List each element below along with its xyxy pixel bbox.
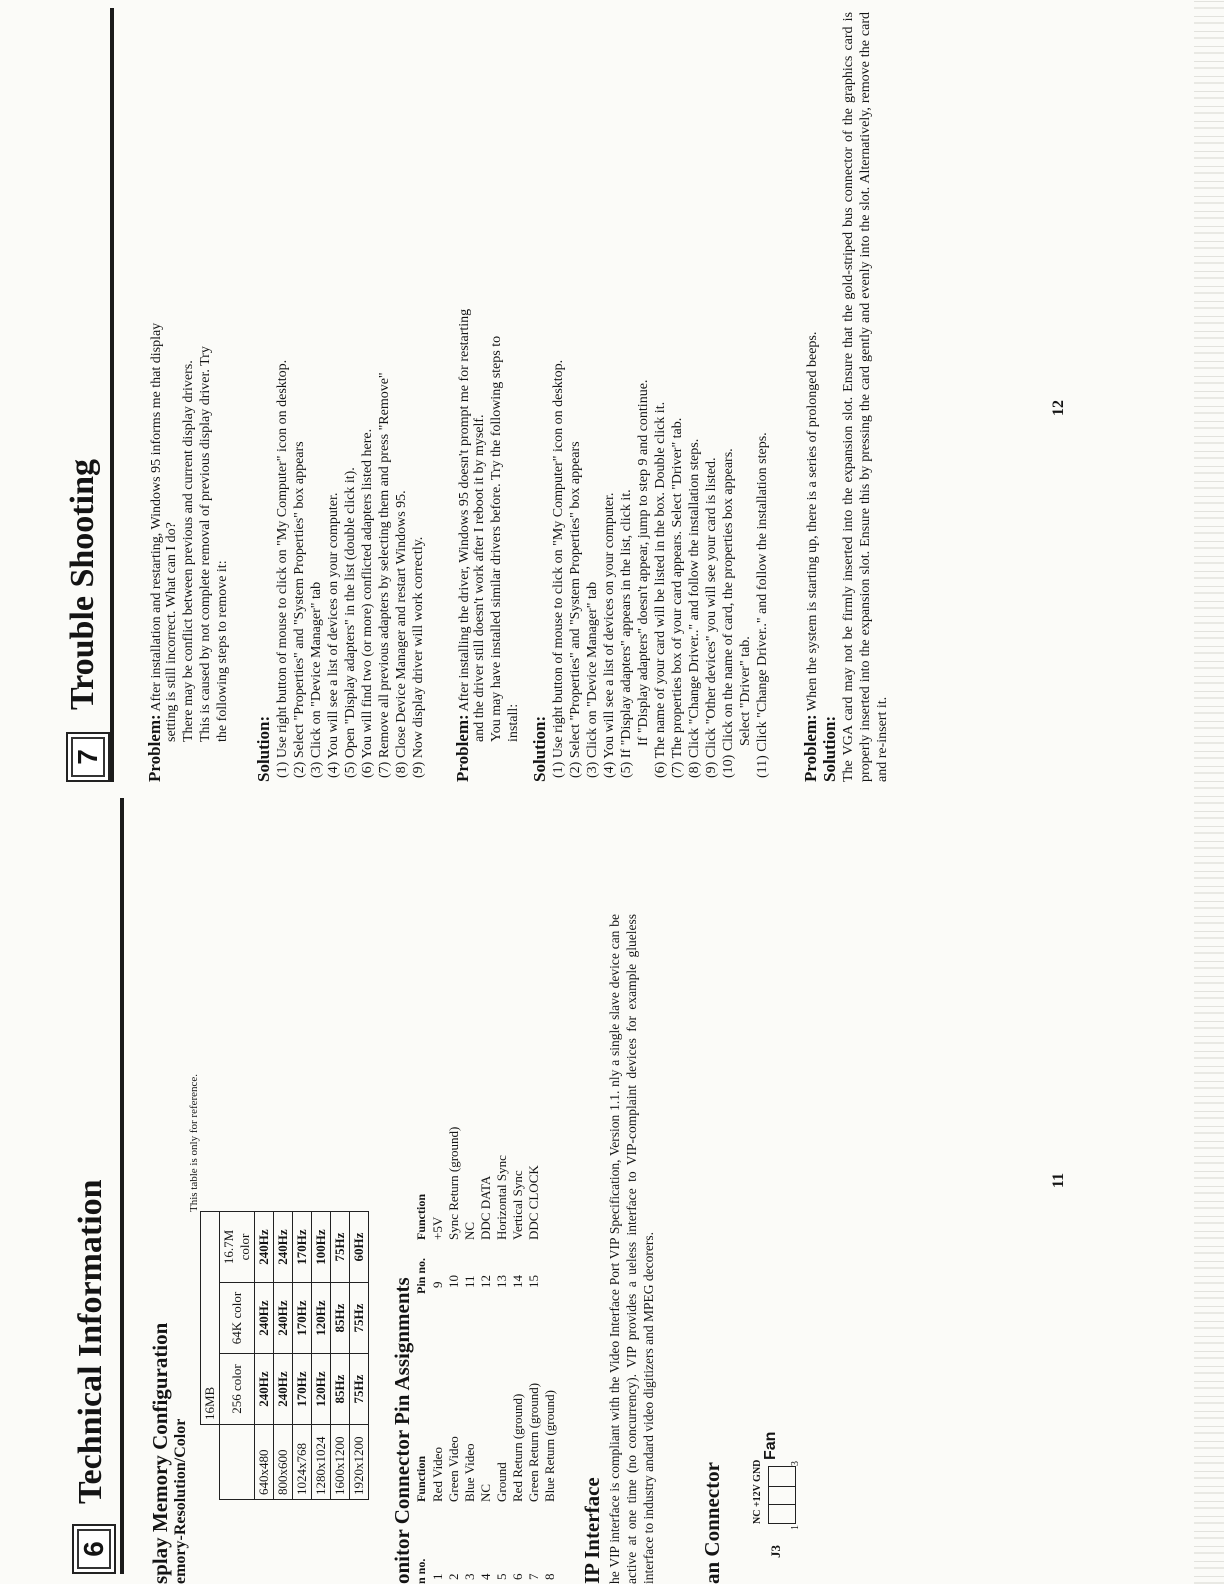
table-row xyxy=(331,1212,350,1500)
title-rule xyxy=(120,798,124,1574)
table-row xyxy=(255,1212,274,1500)
solution-1-step: (6) You will find two (or more) conflicted adapters listed here. xyxy=(360,428,375,778)
monitor-connector-heading: onitor Connector Pin Assignments xyxy=(390,1277,414,1584)
vip-interface-paragraph: he VIP interface is compliant with the Video Interface Port VIP Specification, Version 1.1. nly a single slave device can be active at one time (no concurrency). VIP provides a ueless interface to VIP-complaint devices for example glueless interface to industry andard video digitizers and MPEG decorers. xyxy=(607,914,656,1584)
refresh-rate-cell: 100Hz xyxy=(312,1212,331,1283)
solution-3-heading: Solution: xyxy=(820,715,839,782)
pin-function: Green Video xyxy=(446,1436,461,1502)
solution-2-step: (1) Use right button of mouse to click on "My Computer" icon on desktop. xyxy=(551,359,566,778)
page-title: Technical Information xyxy=(72,1179,109,1504)
pin-function: NC xyxy=(462,1221,477,1240)
problem-1-line-1: Problem: After installation and restarting, Windows 95 informs me that display xyxy=(145,322,164,782)
fan-pin-last: 3 xyxy=(790,1461,801,1466)
solution-2-step: (8) Click "Change Driver.." and follow the installation steps. xyxy=(687,438,702,778)
display-memory-heading: splay Memory Configuration xyxy=(148,1322,172,1584)
solution-1-step: (8) Close Device Manager and restart Windows 95. xyxy=(394,490,409,778)
solution-2-step: (3) Click on "Device Manager" tab xyxy=(585,581,600,778)
solution-3-paragraph: The VGA card may not be firmly inserted into the expansion slot. Ensure that the gold-striped bus connector of the graphics card is properly inserted into the expansion slot. Ensure this by pressing the card gently and evenly into the slot. Alternatively, remove the card and re-insert it. xyxy=(841,12,890,782)
refresh-rate-cell: 240Hz xyxy=(274,1212,293,1283)
fan-pin-first: 1 xyxy=(790,1525,801,1530)
resolution-cell: 800x600 xyxy=(274,1425,293,1500)
problem-2-line-2: and the driver still doesn't work after I reboot it by myself. xyxy=(472,414,487,742)
pin-number: 13 xyxy=(494,1275,509,1288)
pin-function: Green Return (ground) xyxy=(526,1382,541,1502)
pin-function: Sync Return (ground) xyxy=(446,1126,461,1240)
problem-1-line-5: the following steps to remove it: xyxy=(215,560,230,742)
color-depth-header: 16.7M color xyxy=(220,1212,255,1283)
problem-1-line-2: setting is still incorrect. What can I do? xyxy=(164,522,179,742)
chapter-number-badge: 6 xyxy=(72,1524,116,1574)
solution-2-heading: Solution: xyxy=(530,715,549,782)
pin-function: Red Return (ground) xyxy=(510,1393,525,1502)
refresh-rate-cell: 85Hz xyxy=(331,1354,350,1425)
pin-number: 9 xyxy=(430,1281,445,1288)
function-header-1: Function xyxy=(414,1455,428,1502)
color-depth-header: 256 color xyxy=(220,1354,255,1425)
solution-1-heading: Solution: xyxy=(254,715,273,782)
fan-label: Fan xyxy=(762,1431,779,1460)
fan-connector-diagram xyxy=(768,1466,796,1524)
resolution-cell: 1280x1024 xyxy=(312,1425,331,1500)
table-row xyxy=(274,1212,293,1500)
solution-2-step: (11) Click "Change Driver.." and follow the installation steps. xyxy=(755,432,770,778)
refresh-rate-cell: 240Hz xyxy=(255,1283,274,1354)
problem-2-line-1: Problem: After installing the driver, Windows 95 doesn't prompt me for restarting xyxy=(453,308,472,782)
memory-size-header: 16MB xyxy=(201,1212,220,1425)
pin-number: 1 xyxy=(430,1573,445,1580)
resolution-cell: 1920x1200 xyxy=(350,1425,369,1500)
refresh-rate-cell: 240Hz xyxy=(255,1212,274,1283)
solution-1-step: (9) Now display driver will work correctly. xyxy=(411,536,426,778)
solution-1-step: (5) Open "Display adapters" in the list (double click it). xyxy=(343,467,358,778)
pin-number: 15 xyxy=(526,1275,541,1288)
vip-interface-heading: IP Interface xyxy=(580,1477,604,1584)
refresh-rate-cell: 75Hz xyxy=(350,1354,369,1425)
solution-2-step: (6) The name of your card will be listed in the box. Double click it. xyxy=(653,401,668,778)
memory-configuration-table xyxy=(200,1211,369,1500)
solution-2-step: If "Display adapters" doesn't appear, jump to step 9 and continue. xyxy=(636,379,651,746)
solution-1-step: (1) Use right button of mouse to click on "My Computer" icon on desktop. xyxy=(275,359,290,778)
solution-2-step: (2) Select "Properties" and "System Properties" box appears xyxy=(568,441,583,778)
refresh-rate-cell: 240Hz xyxy=(255,1354,274,1425)
fan-pin-labels: NC +12V GND xyxy=(752,1459,763,1524)
resolution-cell: 1600x1200 xyxy=(331,1425,350,1500)
color-depth-header: 64K color xyxy=(220,1283,255,1354)
resolution-cell: 640x480 xyxy=(255,1425,274,1500)
problem-1-line-4: This is caused by not complete removal of previous display driver. Try xyxy=(198,346,213,742)
table-row xyxy=(293,1212,312,1500)
pin-function: Blue Video xyxy=(462,1443,477,1502)
refresh-rate-cell: 75Hz xyxy=(350,1283,369,1354)
pin-function: DDC CLOCK xyxy=(526,1165,541,1240)
problem-2-line-3: You may have installed similar drivers before. Try the following steps to xyxy=(489,335,504,742)
pin-function: NC xyxy=(478,1483,493,1502)
pin-function: Ground xyxy=(494,1462,509,1502)
pin-function: +5V xyxy=(430,1216,445,1240)
pin-number: 4 xyxy=(478,1573,493,1580)
refresh-rate-cell: 240Hz xyxy=(274,1354,293,1425)
fan-connector-heading: an Connector xyxy=(700,1462,724,1584)
reference-note: This table is only for reference. xyxy=(188,1073,200,1212)
solution-2-step: (9) Click "Other devices" you will see your card is listed. xyxy=(704,457,719,778)
scan-edge-noise xyxy=(1194,0,1224,1584)
pin-number: 2 xyxy=(446,1573,461,1580)
pin-number: 8 xyxy=(542,1573,557,1580)
pin-number: 3 xyxy=(462,1573,477,1580)
memory-resolution-subheading: emory-Resolution/Color xyxy=(172,1418,189,1584)
solution-1-step: (7) Remove all previous adapters by selecting them and press "Remove" xyxy=(377,372,392,778)
pin-function: Blue Return (ground) xyxy=(542,1390,557,1502)
refresh-rate-cell: 120Hz xyxy=(312,1283,331,1354)
pin-number: 14 xyxy=(510,1275,525,1288)
resolution-cell: 1024x768 xyxy=(293,1425,312,1500)
problem-2-line-4: install: xyxy=(506,703,521,742)
page-number-left: 11 xyxy=(1050,1172,1067,1188)
pin-number: 7 xyxy=(526,1573,541,1580)
refresh-rate-cell: 240Hz xyxy=(274,1283,293,1354)
table-row xyxy=(350,1212,369,1500)
pin-number: 10 xyxy=(446,1275,461,1288)
pin-header-1: n no. xyxy=(414,1558,428,1584)
refresh-rate-cell: 170Hz xyxy=(293,1212,312,1283)
pin-number: 5 xyxy=(494,1573,509,1580)
pin-number: 6 xyxy=(510,1573,525,1580)
solution-2-step: Select "Driver" tab. xyxy=(738,636,753,746)
refresh-rate-cell: 170Hz xyxy=(293,1354,312,1425)
solution-2-step: (10) Click on the name of card, the properties box appears. xyxy=(721,448,736,778)
solution-1-step: (4) You will see a list of devices on your computer. xyxy=(326,492,341,778)
solution-2-step: (4) You will see a list of devices on your computer. xyxy=(602,492,617,778)
table-row xyxy=(312,1212,331,1500)
fan-connector-id: J3 xyxy=(768,1545,783,1558)
pin-function: Red Video xyxy=(430,1447,445,1502)
problem-1-line-3: There may be conflict between previous and current display drivers. xyxy=(181,360,196,742)
pin-number: 11 xyxy=(462,1275,477,1288)
refresh-rate-cell: 120Hz xyxy=(312,1354,331,1425)
page-number-right: 12 xyxy=(1050,400,1067,416)
refresh-rate-cell: 60Hz xyxy=(350,1212,369,1283)
page-title: Trouble Shooting xyxy=(64,459,101,710)
solution-1-step: (3) Click on "Device Manager" tab xyxy=(309,581,324,778)
pin-function: Horizontal Sync xyxy=(494,1155,509,1240)
solution-2-step: (5) If "Display adapters" appears in the list, click it. xyxy=(619,489,634,778)
refresh-rate-cell: 75Hz xyxy=(331,1212,350,1283)
pin-function: Vertical Sync xyxy=(510,1170,525,1240)
pin-header-2: Pin no. xyxy=(414,1257,428,1294)
solution-2-step: (7) The properties box of your card appears. Select "Driver" tab. xyxy=(670,417,685,778)
refresh-rate-cell: 170Hz xyxy=(293,1283,312,1354)
function-header-2: Function xyxy=(414,1193,428,1240)
page-technical-information xyxy=(0,792,1224,1584)
refresh-rate-cell: 85Hz xyxy=(331,1283,350,1354)
pin-function: DDC DATA xyxy=(478,1175,493,1240)
chapter-number-badge: 7 xyxy=(66,732,110,782)
solution-1-step: (2) Select "Properties" and "System Properties" box appears xyxy=(292,441,307,778)
problem-3-line: Problem: When the system is starting up, there is a series of prolonged beeps. xyxy=(801,331,820,782)
pin-number: 12 xyxy=(478,1275,493,1288)
title-rule xyxy=(110,8,114,782)
